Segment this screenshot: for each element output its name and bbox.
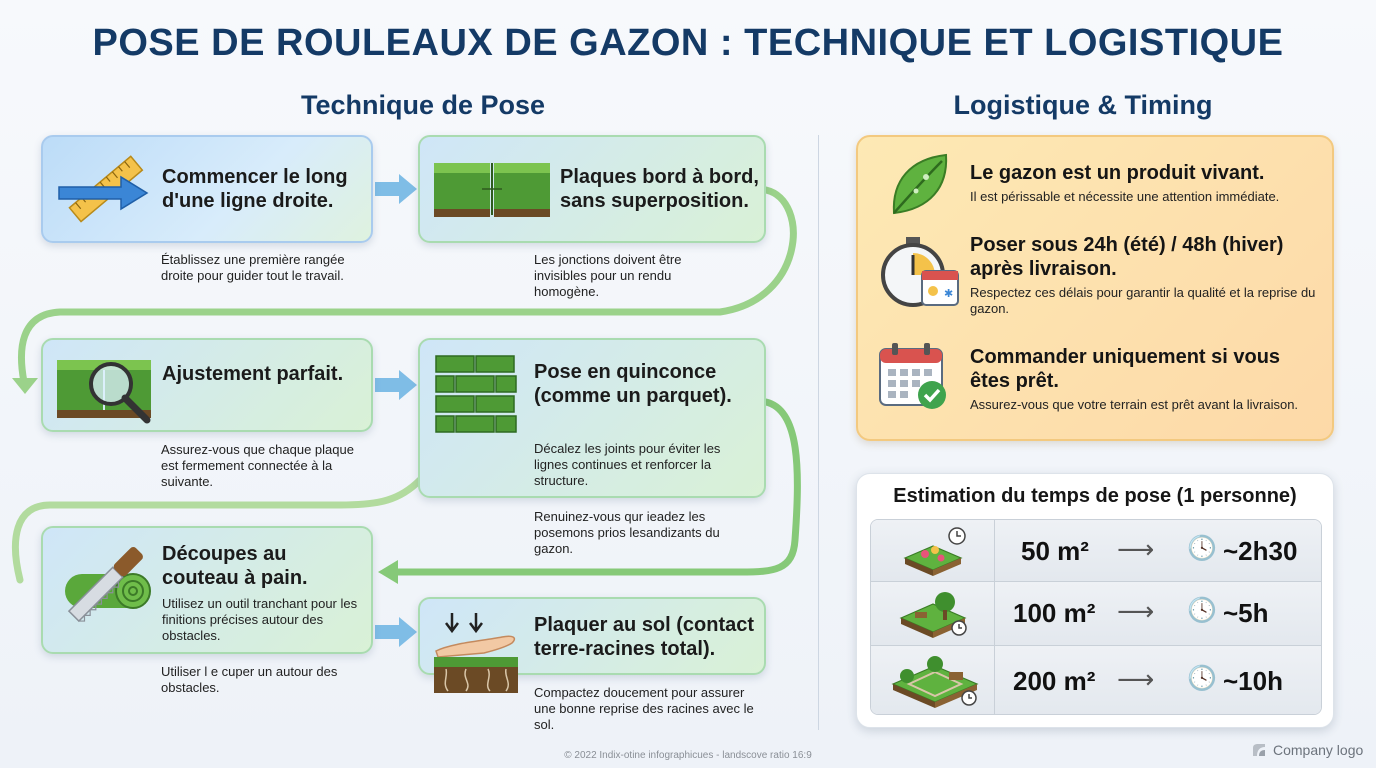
logi-2-sub: Respectez ces délais pour garantir la qualité et la reprise du gazon.: [970, 285, 1316, 316]
estimation-table: [870, 519, 1322, 715]
arrow-right-icon: [373, 615, 419, 649]
column-divider: [818, 135, 819, 730]
leaf-icon: [886, 151, 952, 219]
hand-press-icon: [432, 607, 524, 701]
technique-heading: Technique de Pose: [300, 90, 546, 120]
page-title: POSE DE ROULEAUX DE GAZON : TECHNIQUE ET LOGISTIQUE: [92, 22, 1284, 64]
table-row: [871, 520, 1322, 582]
area-value: 50 m²: [1021, 536, 1089, 566]
arrow-icon: ⟶: [1117, 664, 1155, 694]
stopwatch-calendar-icon: [878, 235, 960, 311]
table-row: [871, 582, 1322, 646]
clock-icon: 🕓: [1187, 597, 1217, 624]
company-logo: [1251, 742, 1363, 758]
brick-pattern-icon: [434, 354, 520, 440]
step-card-6: [418, 597, 766, 675]
knife-roll-icon: [55, 540, 155, 630]
step-2-title: Plaques bord à bord, sans superposition.: [560, 166, 759, 212]
logi-3-sub: Assurez-vous que votre terrain est prêt avant la livraison.: [970, 397, 1299, 412]
step-6-desc: Compactez doucement pour assurer une bonne reprise des racines avec le sol.: [534, 685, 754, 732]
step-card-2: [418, 135, 766, 243]
step-5-desc-inner: Utilisez un outil tranchant pour les finitions précises autour des obstacles.: [162, 596, 358, 643]
medium-garden-icon: [897, 586, 971, 642]
step-2-desc: Les jonctions doivent être invisibles pour un rendu homogène.: [534, 252, 682, 299]
svg-text:✱: ✱: [944, 287, 954, 300]
step-3-title: Ajustement parfait.: [162, 363, 344, 385]
step-4-desc: Renuinez-vous qur ieadez les posemons prios lesandizants du gazon.: [534, 509, 720, 556]
step-4-title: Pose en quinconce (comme un parquet).: [534, 361, 732, 407]
table-row: [871, 646, 1322, 715]
step-card-1: [41, 135, 373, 243]
large-garden-icon: [889, 650, 981, 712]
small-garden-icon: [899, 524, 969, 578]
logo-text: Company logo: [1273, 742, 1364, 758]
step-5-title: Découpes au couteau à pain.: [162, 543, 308, 589]
arrow-right-icon: [373, 368, 419, 402]
step-card-3: [41, 338, 373, 432]
arrow-icon: ⟶: [1117, 596, 1155, 626]
step-card-4: [418, 338, 766, 498]
estimation-title: Estimation du temps de pose (1 personne): [893, 485, 1297, 507]
logi-3-title: Commander uniquement si vous êtes prêt.: [970, 346, 1281, 392]
calendar-check-icon: [878, 341, 950, 411]
step-3-desc: Assurez-vous que chaque plaque est fermement connectée à la suivante.: [161, 442, 354, 489]
footer-credit: © 2022 Indix-otine infographicues - landscove ratio 16:9: [564, 750, 812, 761]
logo-icon: [1251, 743, 1267, 757]
sod-plates-icon: [432, 159, 552, 221]
arrow-icon: ⟶: [1117, 534, 1155, 564]
step-5-desc: Utiliser l e cuper un autour des obstacles.: [161, 664, 338, 695]
logistique-heading: Logistique & Timing: [953, 90, 1213, 120]
logistics-panel: [856, 135, 1334, 441]
logi-1-title: Le gazon est un produit vivant.: [970, 162, 1265, 184]
step-6-title: Plaquer au sol (contact terre-racines total).: [534, 614, 755, 660]
step-card-5: [41, 526, 373, 654]
arrow-right-icon: [373, 172, 419, 206]
time-value: ~5h: [1223, 598, 1269, 628]
logi-2-title: Poser sous 24h (été) / 48h (hiver) après livraison.: [970, 234, 1284, 280]
area-value: 100 m²: [1013, 598, 1096, 628]
step-1-title: Commencer le long d'une ligne droite.: [162, 166, 348, 212]
time-value: ~10h: [1223, 666, 1283, 696]
clock-icon: 🕓: [1187, 665, 1217, 692]
area-value: 200 m²: [1013, 666, 1096, 696]
time-value: ~2h30: [1223, 536, 1298, 566]
step-4-desc-inner: Décalez les joints pour éviter les lignes continues et renforcer la structure.: [534, 441, 721, 488]
logi-1-sub: Il est périssable et nécessite une attention immédiate.: [970, 189, 1280, 204]
ruler-arrow-icon: [57, 151, 153, 231]
magnifier-icon: [55, 350, 159, 424]
step-1-desc: Établissez une première rangée droite pour guider tout le travail.: [161, 252, 345, 283]
clock-icon: 🕓: [1187, 535, 1217, 562]
